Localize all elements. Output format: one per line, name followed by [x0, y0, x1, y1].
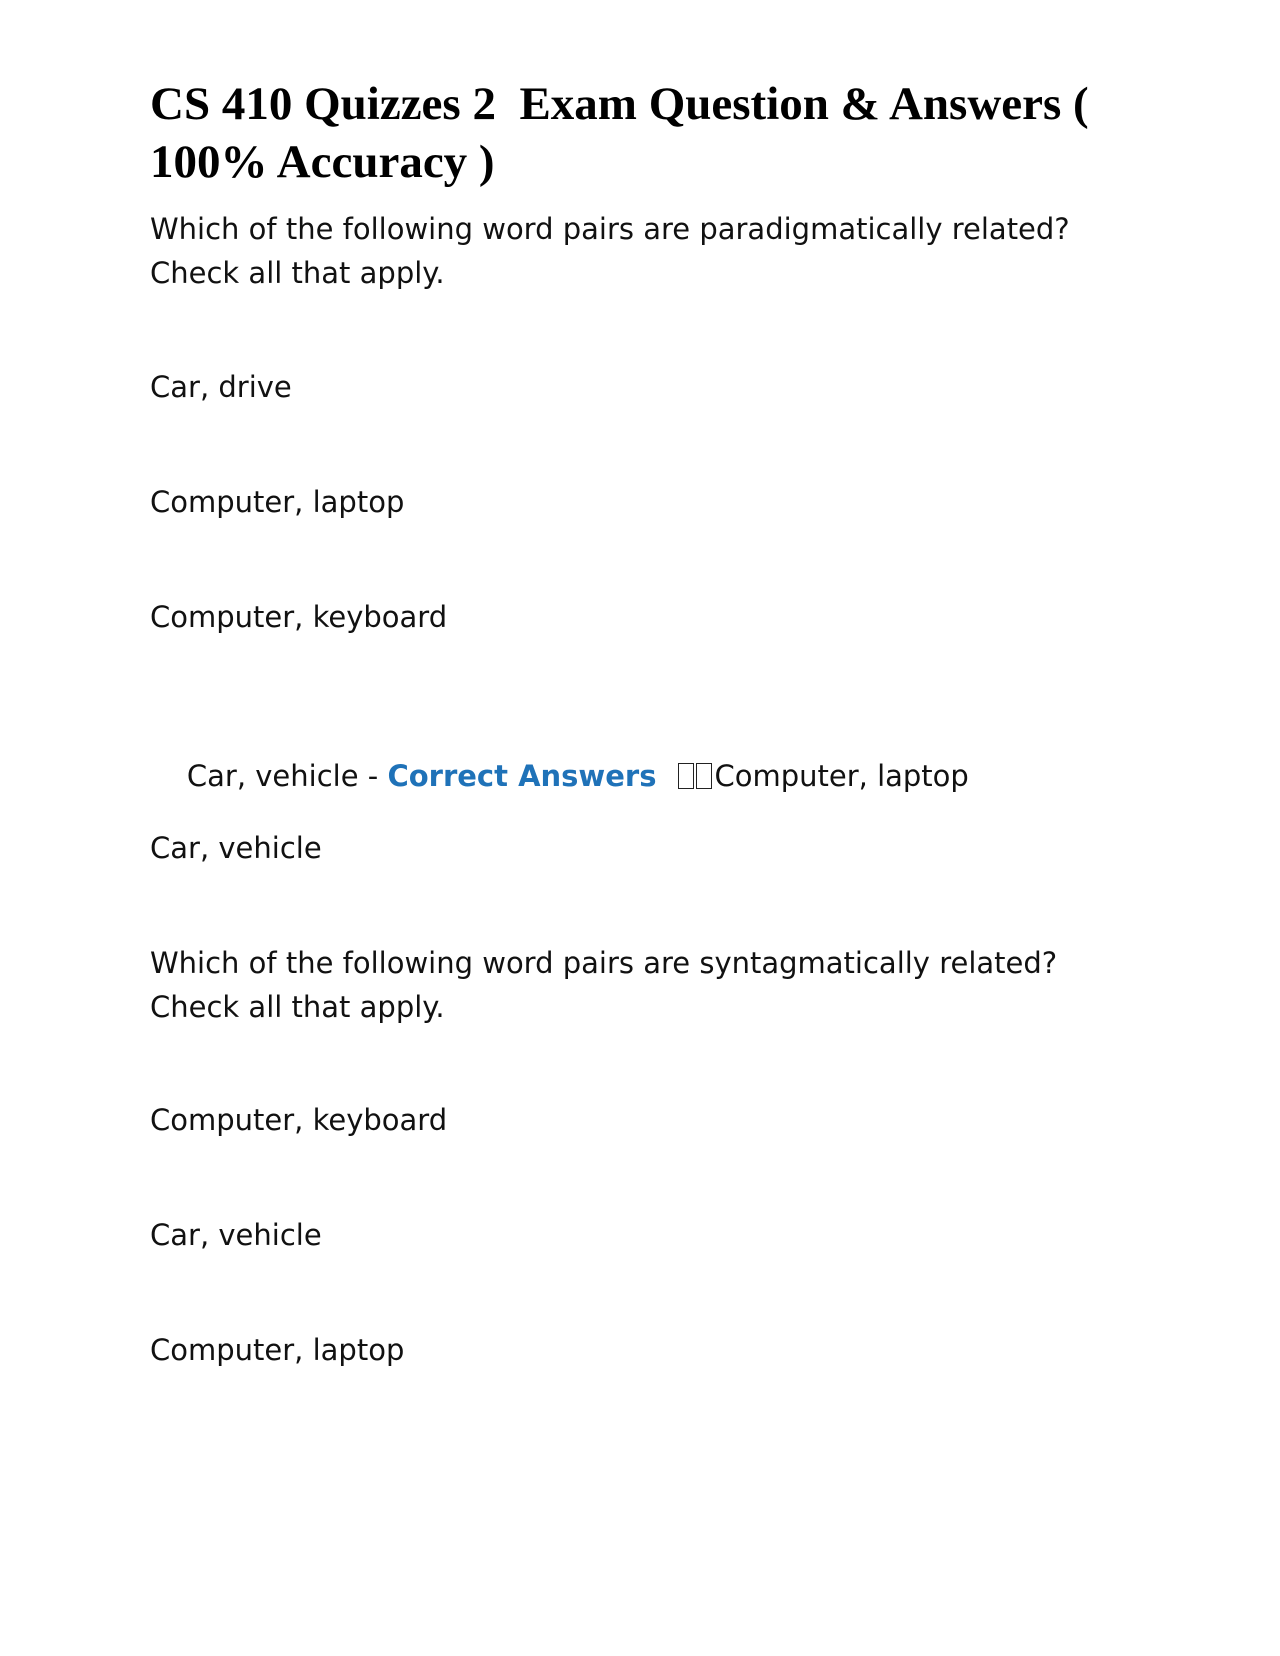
correct-answer-text: Computer, laptop — [714, 759, 969, 793]
question-1-option-4: Car, vehicle — [150, 831, 322, 865]
answer-line-separator: - — [358, 759, 388, 793]
question-2-option-3: Computer, laptop — [150, 1333, 405, 1367]
question-2-option-2: Car, vehicle — [150, 1218, 322, 1252]
question-1-option-2: Computer, laptop — [150, 485, 405, 519]
question-1-option-3: Computer, keyboard — [150, 600, 448, 634]
question-2-prompt: Which of the following word pairs are syntagmatically related? Check all that apply. — [150, 946, 1067, 1024]
missing-glyph-box-icon — [696, 763, 712, 789]
correct-answers-label: Correct Answers — [387, 759, 657, 793]
missing-glyph-box-icon — [678, 763, 694, 789]
document-title: CS 410 Quizzes 2 Exam Question & Answers ( 100% Accuracy ) — [150, 78, 1101, 188]
question-1-option-1: Car, drive — [150, 370, 292, 404]
question-1-answer-line — [150, 710, 969, 842]
question-1-prompt: Which of the following word pairs are paradigmatically related? Check all that apply. — [150, 212, 1079, 290]
answer-line-option-text: Car, vehicle — [186, 759, 359, 793]
question-2-option-1: Computer, keyboard — [150, 1103, 448, 1137]
